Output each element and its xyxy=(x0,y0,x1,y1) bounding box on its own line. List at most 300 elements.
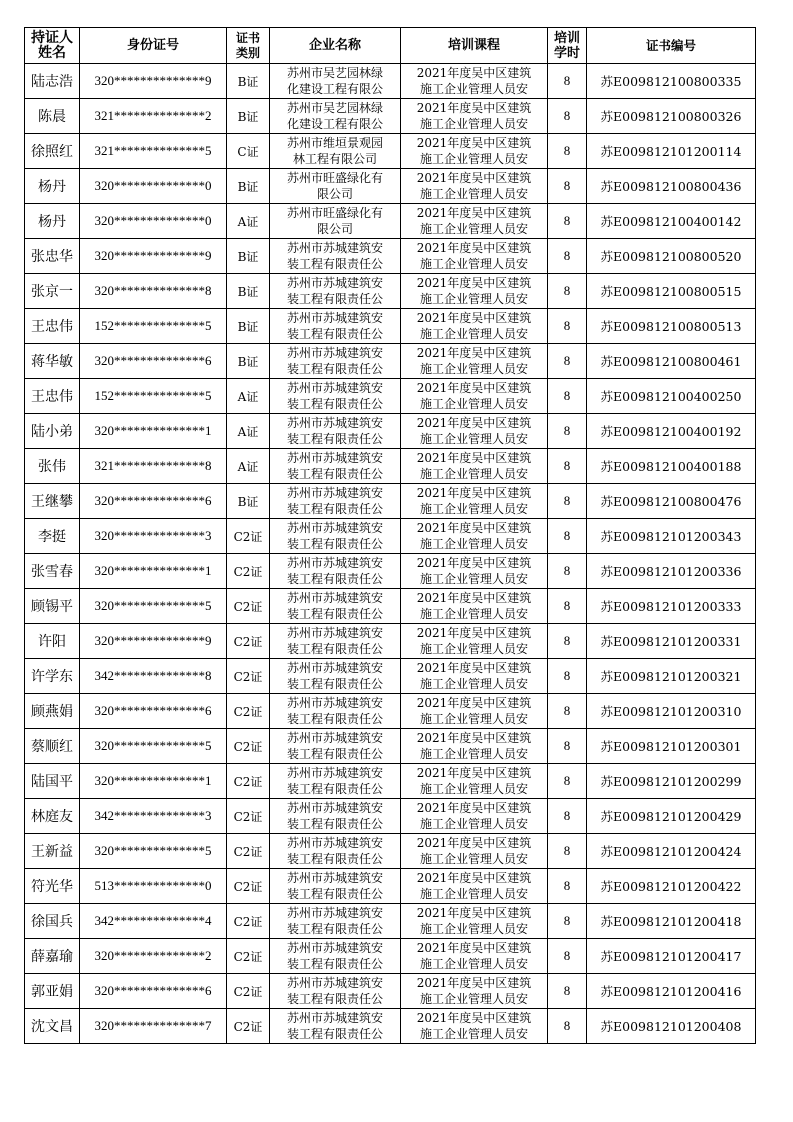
cell-company-name xyxy=(270,414,401,449)
cell-company-name-line2: 装工程有限责任公 xyxy=(286,782,383,796)
table-row xyxy=(25,764,756,799)
cell-training-course xyxy=(401,449,548,484)
cell-training-course xyxy=(401,134,548,169)
cell-cert-type: C2证 xyxy=(227,729,270,764)
cell-training-course-line1: 2021年度吴中区建筑 xyxy=(416,346,532,360)
cell-training-course xyxy=(401,624,548,659)
table-row xyxy=(25,799,756,834)
cell-company-name-line2: 限公司 xyxy=(316,222,353,236)
cell-training-course-line1: 2021年度吴中区建筑 xyxy=(416,941,532,955)
cell-company-name-line2: 装工程有限责任公 xyxy=(286,257,383,271)
cell-company-name xyxy=(270,764,401,799)
cell-company-name xyxy=(270,274,401,309)
cell-company-name xyxy=(270,379,401,414)
table-row xyxy=(25,414,756,449)
cell-company-name xyxy=(270,869,401,904)
cell-training-course xyxy=(401,484,548,519)
cell-training-course xyxy=(401,589,548,624)
cell-cert-number: 苏E009812101200416 xyxy=(587,974,756,1009)
cell-company-name-line1: 苏州市苏城建筑安 xyxy=(286,346,383,360)
cell-company-name-line2: 装工程有限责任公 xyxy=(286,572,383,586)
cell-training-hours: 8 xyxy=(548,869,587,904)
cell-company-name xyxy=(270,624,401,659)
cell-company-name xyxy=(270,309,401,344)
cell-training-hours: 8 xyxy=(548,589,587,624)
cell-training-course-line2: 施工企业管理人员安 xyxy=(419,257,528,271)
cell-id-number: 321**************8 xyxy=(80,449,227,484)
header-training-hours xyxy=(548,28,587,64)
cell-training-course xyxy=(401,519,548,554)
cell-id-number: 320**************5 xyxy=(80,729,227,764)
cell-training-course-line2: 施工企业管理人员安 xyxy=(419,327,528,341)
cell-company-name-line2: 装工程有限责任公 xyxy=(286,642,383,656)
cell-holder-name: 蔡顺红 xyxy=(25,729,80,764)
cell-training-course xyxy=(401,939,548,974)
cell-company-name-line2: 装工程有限责任公 xyxy=(286,712,383,726)
cell-holder-name: 沈文昌 xyxy=(25,1009,80,1044)
cell-training-hours: 8 xyxy=(548,554,587,589)
cell-cert-type: A证 xyxy=(227,414,270,449)
header-cert-type-line1: 证书 xyxy=(235,30,260,45)
cell-holder-name: 顾燕娟 xyxy=(25,694,80,729)
cell-cert-number: 苏E009812101200336 xyxy=(587,554,756,589)
cell-training-hours: 8 xyxy=(548,729,587,764)
cell-cert-type: B证 xyxy=(227,99,270,134)
cell-company-name xyxy=(270,344,401,379)
cell-training-course xyxy=(401,869,548,904)
cell-training-course-line2: 施工企业管理人员安 xyxy=(419,677,528,691)
cell-company-name-line1: 苏州市苏城建筑安 xyxy=(286,836,383,850)
cell-id-number: 320**************1 xyxy=(80,414,227,449)
cell-training-course xyxy=(401,414,548,449)
cell-training-course xyxy=(401,659,548,694)
cell-training-hours: 8 xyxy=(548,904,587,939)
cell-company-name-line1: 苏州市苏城建筑安 xyxy=(286,941,383,955)
cell-company-name-line2: 限公司 xyxy=(316,187,353,201)
cell-training-course-line1: 2021年度吴中区建筑 xyxy=(416,801,532,815)
table-row xyxy=(25,64,756,99)
cell-company-name-line2: 装工程有限责任公 xyxy=(286,1027,383,1041)
cell-company-name xyxy=(270,204,401,239)
cell-company-name-line2: 装工程有限责任公 xyxy=(286,957,383,971)
cell-training-course-line1: 2021年度吴中区建筑 xyxy=(416,591,532,605)
cell-training-course xyxy=(401,834,548,869)
cell-holder-name: 林庭友 xyxy=(25,799,80,834)
cell-training-hours: 8 xyxy=(548,834,587,869)
cell-training-course-line1: 2021年度吴中区建筑 xyxy=(416,731,532,745)
cell-company-name-line1: 苏州市苏城建筑安 xyxy=(286,661,383,675)
cell-training-hours: 8 xyxy=(548,764,587,799)
cell-holder-name: 杨丹 xyxy=(25,169,80,204)
cell-holder-name: 张伟 xyxy=(25,449,80,484)
cell-company-name-line2: 装工程有限责任公 xyxy=(286,397,383,411)
cell-company-name-line1: 苏州市苏城建筑安 xyxy=(286,556,383,570)
table-row xyxy=(25,694,756,729)
cell-cert-type: B证 xyxy=(227,274,270,309)
cell-company-name-line2: 装工程有限责任公 xyxy=(286,747,383,761)
cell-training-course-line2: 施工企业管理人员安 xyxy=(419,537,528,551)
cell-company-name xyxy=(270,799,401,834)
cell-training-course-line1: 2021年度吴中区建筑 xyxy=(416,486,532,500)
header-company-name: 企业名称 xyxy=(270,28,401,64)
cell-training-course-line2: 施工企业管理人员安 xyxy=(419,782,528,796)
cell-company-name-line1: 苏州市吴艺园林绿 xyxy=(286,66,383,80)
header-training-hours-line2: 学时 xyxy=(553,45,580,61)
cell-company-name-line1: 苏州市苏城建筑安 xyxy=(286,591,383,605)
cell-training-hours: 8 xyxy=(548,799,587,834)
cell-id-number: 320**************0 xyxy=(80,169,227,204)
cell-cert-number: 苏E009812101200321 xyxy=(587,659,756,694)
cell-id-number: 320**************1 xyxy=(80,764,227,799)
cell-cert-type: B证 xyxy=(227,484,270,519)
cell-training-course xyxy=(401,309,548,344)
cell-cert-number: 苏E009812100800476 xyxy=(587,484,756,519)
header-training-course: 培训课程 xyxy=(401,28,548,64)
cell-holder-name: 张京一 xyxy=(25,274,80,309)
cell-training-course-line2: 施工企业管理人员安 xyxy=(419,397,528,411)
cell-id-number: 320**************3 xyxy=(80,519,227,554)
cell-company-name-line2: 装工程有限责任公 xyxy=(286,852,383,866)
cell-training-hours: 8 xyxy=(548,204,587,239)
cell-cert-type: C2证 xyxy=(227,834,270,869)
cell-company-name-line1: 苏州市苏城建筑安 xyxy=(286,766,383,780)
cell-id-number: 320**************7 xyxy=(80,1009,227,1044)
cell-training-course-line2: 施工企业管理人员安 xyxy=(419,502,528,516)
cell-cert-number: 苏E009812100800461 xyxy=(587,344,756,379)
cell-training-hours: 8 xyxy=(548,939,587,974)
cell-company-name-line1: 苏州市苏城建筑安 xyxy=(286,451,383,465)
cell-training-course xyxy=(401,99,548,134)
table-row xyxy=(25,449,756,484)
cell-company-name-line2: 装工程有限责任公 xyxy=(286,922,383,936)
cell-training-course xyxy=(401,694,548,729)
cell-id-number: 320**************2 xyxy=(80,939,227,974)
cell-training-course-line1: 2021年度吴中区建筑 xyxy=(416,66,532,80)
cell-training-course-line2: 施工企业管理人员安 xyxy=(419,467,528,481)
cell-company-name-line2: 装工程有限责任公 xyxy=(286,502,383,516)
cell-cert-type: B证 xyxy=(227,239,270,274)
cell-training-course-line2: 施工企业管理人员安 xyxy=(419,187,528,201)
cell-training-course-line2: 施工企业管理人员安 xyxy=(419,292,528,306)
table-row xyxy=(25,939,756,974)
cell-cert-type: C2证 xyxy=(227,624,270,659)
cell-cert-number: 苏E009812101200418 xyxy=(587,904,756,939)
table-row xyxy=(25,379,756,414)
cell-id-number: 320**************5 xyxy=(80,589,227,624)
cell-training-course-line1: 2021年度吴中区建筑 xyxy=(416,206,532,220)
table-row xyxy=(25,554,756,589)
cell-id-number: 321**************5 xyxy=(80,134,227,169)
cell-cert-number: 苏E009812101200343 xyxy=(587,519,756,554)
cell-training-course xyxy=(401,1009,548,1044)
cell-cert-type: A证 xyxy=(227,379,270,414)
header-id-number: 身份证号 xyxy=(80,28,227,64)
cell-training-course-line1: 2021年度吴中区建筑 xyxy=(416,1011,532,1025)
cell-id-number: 320**************0 xyxy=(80,204,227,239)
cell-training-course-line1: 2021年度吴中区建筑 xyxy=(416,696,532,710)
table-row xyxy=(25,869,756,904)
header-cert-type xyxy=(227,28,270,64)
cell-cert-type: C2证 xyxy=(227,1009,270,1044)
cell-company-name xyxy=(270,554,401,589)
header-cert-type-line2: 类别 xyxy=(235,45,260,60)
cell-company-name xyxy=(270,939,401,974)
cell-training-course-line1: 2021年度吴中区建筑 xyxy=(416,556,532,570)
cell-company-name xyxy=(270,1009,401,1044)
cell-training-hours: 8 xyxy=(548,344,587,379)
cell-holder-name: 徐照红 xyxy=(25,134,80,169)
table-row xyxy=(25,974,756,1009)
cell-training-hours: 8 xyxy=(548,64,587,99)
cell-company-name xyxy=(270,484,401,519)
cell-company-name-line1: 苏州市吴艺园林绿 xyxy=(286,101,383,115)
cell-company-name-line1: 苏州市苏城建筑安 xyxy=(286,976,383,990)
cell-company-name xyxy=(270,449,401,484)
cell-company-name-line1: 苏州市苏城建筑安 xyxy=(286,871,383,885)
cell-training-hours: 8 xyxy=(548,239,587,274)
cell-company-name-line1: 苏州市苏城建筑安 xyxy=(286,521,383,535)
table-row xyxy=(25,344,756,379)
table-row xyxy=(25,834,756,869)
cell-training-course-line1: 2021年度吴中区建筑 xyxy=(416,906,532,920)
cell-cert-type: C证 xyxy=(227,134,270,169)
cell-id-number: 320**************9 xyxy=(80,239,227,274)
cell-cert-type: C2证 xyxy=(227,939,270,974)
cell-training-hours: 8 xyxy=(548,974,587,1009)
table-row xyxy=(25,484,756,519)
cell-training-hours: 8 xyxy=(548,134,587,169)
cell-training-course-line1: 2021年度吴中区建筑 xyxy=(416,661,532,675)
cell-company-name xyxy=(270,134,401,169)
cell-cert-number: 苏E009812101200417 xyxy=(587,939,756,974)
cell-training-hours: 8 xyxy=(548,169,587,204)
cell-company-name-line2: 装工程有限责任公 xyxy=(286,327,383,341)
cell-company-name xyxy=(270,64,401,99)
cell-company-name xyxy=(270,589,401,624)
cell-holder-name: 顾锡平 xyxy=(25,589,80,624)
cell-company-name xyxy=(270,239,401,274)
table-body xyxy=(25,64,756,1044)
cell-company-name-line1: 苏州市维垣景观园 xyxy=(286,136,383,150)
cell-holder-name: 王继攀 xyxy=(25,484,80,519)
header-holder-name-line1: 持证人 xyxy=(31,29,73,46)
cell-training-course xyxy=(401,274,548,309)
cell-company-name-line2: 装工程有限责任公 xyxy=(286,362,383,376)
cell-company-name xyxy=(270,694,401,729)
cell-cert-type: C2证 xyxy=(227,974,270,1009)
cell-cert-type: B证 xyxy=(227,309,270,344)
cell-company-name-line1: 苏州市苏城建筑安 xyxy=(286,801,383,815)
cell-holder-name: 陆志浩 xyxy=(25,64,80,99)
cell-cert-type: C2证 xyxy=(227,904,270,939)
cell-cert-type: C2证 xyxy=(227,869,270,904)
cell-training-course xyxy=(401,239,548,274)
cell-cert-number: 苏E009812101200331 xyxy=(587,624,756,659)
cell-training-course xyxy=(401,729,548,764)
cell-holder-name: 许学东 xyxy=(25,659,80,694)
cell-id-number: 342**************3 xyxy=(80,799,227,834)
cell-training-course-line2: 施工企业管理人员安 xyxy=(419,922,528,936)
cell-training-hours: 8 xyxy=(548,519,587,554)
cell-training-hours: 8 xyxy=(548,659,587,694)
cell-training-hours: 8 xyxy=(548,414,587,449)
table-row xyxy=(25,519,756,554)
cell-cert-number: 苏E009812100400250 xyxy=(587,379,756,414)
cell-company-name xyxy=(270,169,401,204)
table-row xyxy=(25,169,756,204)
cell-training-course xyxy=(401,344,548,379)
cell-holder-name: 王忠伟 xyxy=(25,379,80,414)
cell-company-name-line1: 苏州市苏城建筑安 xyxy=(286,906,383,920)
cell-holder-name: 许阳 xyxy=(25,624,80,659)
cell-cert-number: 苏E009812100400142 xyxy=(587,204,756,239)
cell-company-name-line2: 化建设工程有限公 xyxy=(286,117,383,131)
table-row xyxy=(25,589,756,624)
cell-company-name-line1: 苏州市苏城建筑安 xyxy=(286,311,383,325)
cell-id-number: 320**************1 xyxy=(80,554,227,589)
cell-cert-type: A证 xyxy=(227,449,270,484)
cell-training-course xyxy=(401,764,548,799)
table-row xyxy=(25,239,756,274)
cell-company-name xyxy=(270,659,401,694)
cell-training-course-line2: 施工企业管理人员安 xyxy=(419,362,528,376)
cell-company-name-line2: 装工程有限责任公 xyxy=(286,537,383,551)
cell-id-number: 342**************4 xyxy=(80,904,227,939)
cell-company-name-line1: 苏州市旺盛绿化有 xyxy=(286,206,383,220)
cell-training-course-line2: 施工企业管理人员安 xyxy=(419,747,528,761)
cell-company-name xyxy=(270,99,401,134)
cell-training-course-line2: 施工企业管理人员安 xyxy=(419,992,528,1006)
cell-holder-name: 张雪春 xyxy=(25,554,80,589)
cell-training-course-line1: 2021年度吴中区建筑 xyxy=(416,381,532,395)
cell-training-course-line2: 施工企业管理人员安 xyxy=(419,887,528,901)
cell-cert-number: 苏E009812101200310 xyxy=(587,694,756,729)
cell-id-number: 320**************6 xyxy=(80,974,227,1009)
cell-cert-number: 苏E009812101200429 xyxy=(587,799,756,834)
cell-training-course xyxy=(401,974,548,1009)
cell-id-number: 320**************6 xyxy=(80,344,227,379)
cell-training-course-line2: 施工企业管理人员安 xyxy=(419,432,528,446)
cell-company-name xyxy=(270,834,401,869)
cell-company-name-line2: 林工程有限公司 xyxy=(292,152,377,166)
cell-cert-number: 苏E009812100800436 xyxy=(587,169,756,204)
cell-company-name-line1: 苏州市苏城建筑安 xyxy=(286,381,383,395)
cell-training-hours: 8 xyxy=(548,1009,587,1044)
table-row xyxy=(25,1009,756,1044)
cell-training-course-line2: 施工企业管理人员安 xyxy=(419,222,528,236)
cell-cert-type: B证 xyxy=(227,64,270,99)
cell-company-name-line1: 苏州市苏城建筑安 xyxy=(286,696,383,710)
cell-training-course-line1: 2021年度吴中区建筑 xyxy=(416,136,532,150)
cell-id-number: 320**************9 xyxy=(80,624,227,659)
cell-cert-number: 苏E009812101200422 xyxy=(587,869,756,904)
cell-training-hours: 8 xyxy=(548,99,587,134)
cell-holder-name: 王新益 xyxy=(25,834,80,869)
cell-cert-type: C2证 xyxy=(227,799,270,834)
cell-training-course-line1: 2021年度吴中区建筑 xyxy=(416,241,532,255)
cell-holder-name: 蒋华敏 xyxy=(25,344,80,379)
cell-cert-type: C2证 xyxy=(227,764,270,799)
cell-training-course-line2: 施工企业管理人员安 xyxy=(419,152,528,166)
cell-training-course-line1: 2021年度吴中区建筑 xyxy=(416,276,532,290)
cell-training-course xyxy=(401,799,548,834)
cell-training-course-line2: 施工企业管理人员安 xyxy=(419,712,528,726)
cell-id-number: 342**************8 xyxy=(80,659,227,694)
cell-training-course-line2: 施工企业管理人员安 xyxy=(419,82,528,96)
cell-training-course-line2: 施工企业管理人员安 xyxy=(419,607,528,621)
cell-company-name xyxy=(270,729,401,764)
cell-company-name xyxy=(270,974,401,1009)
table-row xyxy=(25,99,756,134)
cell-training-course-line1: 2021年度吴中区建筑 xyxy=(416,976,532,990)
cell-training-course xyxy=(401,64,548,99)
cell-company-name-line2: 装工程有限责任公 xyxy=(286,467,383,481)
cell-holder-name: 陈晨 xyxy=(25,99,80,134)
cell-cert-type: B证 xyxy=(227,344,270,379)
cell-training-hours: 8 xyxy=(548,694,587,729)
cell-company-name xyxy=(270,904,401,939)
cell-holder-name: 杨丹 xyxy=(25,204,80,239)
table-row xyxy=(25,729,756,764)
cell-training-course-line1: 2021年度吴中区建筑 xyxy=(416,871,532,885)
cell-training-course-line1: 2021年度吴中区建筑 xyxy=(416,101,532,115)
certificate-table xyxy=(24,27,756,1044)
cell-id-number: 152**************5 xyxy=(80,309,227,344)
table-row xyxy=(25,309,756,344)
cell-training-course-line1: 2021年度吴中区建筑 xyxy=(416,451,532,465)
cell-cert-type: C2证 xyxy=(227,554,270,589)
cell-training-hours: 8 xyxy=(548,449,587,484)
cell-cert-number: 苏E009812101200299 xyxy=(587,764,756,799)
cell-company-name-line1: 苏州市苏城建筑安 xyxy=(286,731,383,745)
cell-cert-type: A证 xyxy=(227,204,270,239)
cell-cert-number: 苏E009812100800515 xyxy=(587,274,756,309)
cell-cert-number: 苏E009812101200114 xyxy=(587,134,756,169)
cell-cert-type: C2证 xyxy=(227,519,270,554)
cell-cert-type: C2证 xyxy=(227,694,270,729)
cell-cert-number: 苏E009812101200424 xyxy=(587,834,756,869)
cell-training-course-line2: 施工企业管理人员安 xyxy=(419,852,528,866)
cell-company-name-line1: 苏州市苏城建筑安 xyxy=(286,626,383,640)
cell-holder-name: 陆国平 xyxy=(25,764,80,799)
table-header-row xyxy=(25,28,756,64)
cell-training-course-line1: 2021年度吴中区建筑 xyxy=(416,521,532,535)
cell-cert-type: B证 xyxy=(227,169,270,204)
cell-cert-type: C2证 xyxy=(227,659,270,694)
table-row xyxy=(25,274,756,309)
cell-company-name xyxy=(270,519,401,554)
table-row xyxy=(25,624,756,659)
header-holder-name-line2: 姓名 xyxy=(38,44,66,61)
table-row xyxy=(25,659,756,694)
header-training-hours-line1: 培训 xyxy=(553,30,580,46)
cell-training-course-line2: 施工企业管理人员安 xyxy=(419,817,528,831)
cell-company-name-line2: 装工程有限责任公 xyxy=(286,817,383,831)
cell-training-course-line2: 施工企业管理人员安 xyxy=(419,572,528,586)
cell-training-course-line1: 2021年度吴中区建筑 xyxy=(416,416,532,430)
cell-cert-number: 苏E009812100800513 xyxy=(587,309,756,344)
table-row xyxy=(25,904,756,939)
cell-id-number: 513**************0 xyxy=(80,869,227,904)
cell-training-hours: 8 xyxy=(548,309,587,344)
cell-training-course-line1: 2021年度吴中区建筑 xyxy=(416,171,532,185)
cell-cert-number: 苏E009812100800520 xyxy=(587,239,756,274)
cell-training-course-line1: 2021年度吴中区建筑 xyxy=(416,626,532,640)
cell-holder-name: 王忠伟 xyxy=(25,309,80,344)
cell-id-number: 320**************6 xyxy=(80,484,227,519)
cell-id-number: 321**************2 xyxy=(80,99,227,134)
cell-training-hours: 8 xyxy=(548,274,587,309)
